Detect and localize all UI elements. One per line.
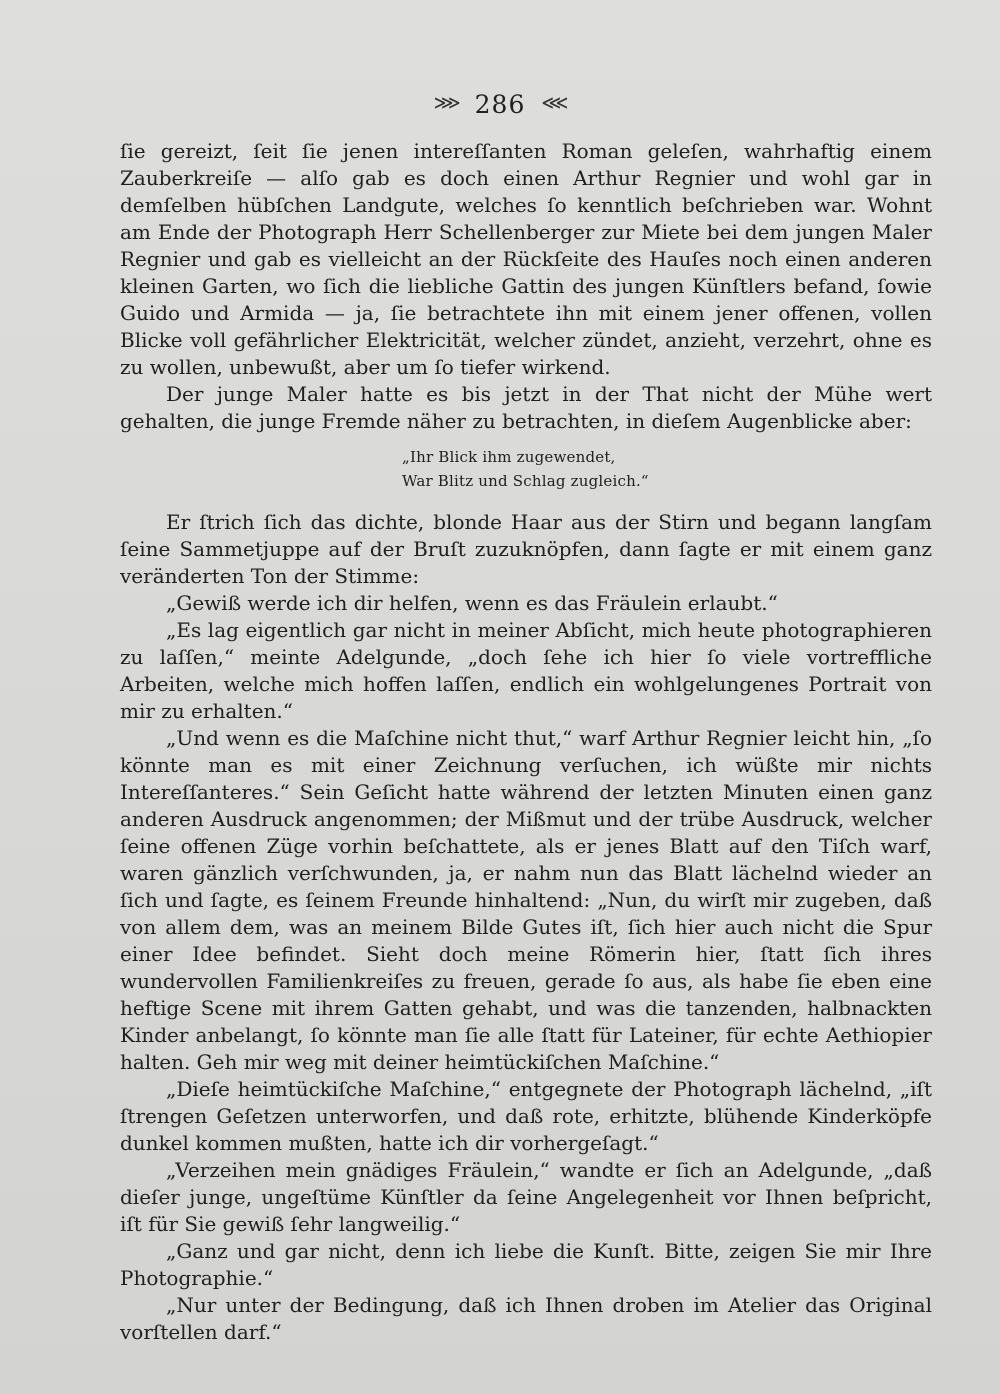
verse-line-1: „Ihr Blick ihm zugewendet, xyxy=(402,448,616,466)
paragraph-2: Der junge Maler hatte es bis jetzt in der That nicht der Mühe wert gehalten, die junge Fremde näher zu betrachten, in dieſem Augenblicke aber: xyxy=(120,382,932,433)
main-text xyxy=(120,138,932,1346)
page-number: 286 xyxy=(474,89,526,119)
paragraph-7: „Dieſe heimtückiſche Maſchine,“ entgegnete der Photograph lächelnd, „iſt ſtrengen Geſetzen unterworfen, und daß rote, erhitzte, blühende Kinderköpfe dunkel kommen mußten, hatte ich dir vorhergeſagt.“ xyxy=(120,1077,932,1155)
paragraph-3: Er ſtrich ſich das dichte, blonde Haar aus der Stirn und begann langſam ſeine Sammetjuppe auf der Bruſt zuzuknöpfen, dann ſagte er mit einem ganz veränderten Ton der Stimme: xyxy=(120,510,932,588)
paragraph-4: „Gewiß werde ich dir helfen, wenn es das Fräulein erlaubt.“ xyxy=(166,591,778,615)
left-ornament-icon: ⋙ xyxy=(433,92,459,114)
page-header xyxy=(0,84,1000,124)
verse-line-2: War Blitz und Schlag zugleich.“ xyxy=(402,472,649,490)
paragraph-8: „Verzeihen mein gnädiges Fräulein,“ wandte er ſich an Adelgunde, „daß dieſer junge, ungeſtüme Künſtler da ſeine Angelegenheit vor Ihnen beſpricht, iſt für Sie gewiß ſehr langweilig.“ xyxy=(120,1158,932,1236)
paragraph-6: „Und wenn es die Maſchine nicht thut,“ warf Arthur Regnier leicht hin, „ſo könnte man es mit einer Zeichnung verſuchen, ich wüßte mir nichts Intereſſanteres.“ Sein Geſicht hatte während der letzten Minuten einen ganz anderen Ausdruck angenommen; der Mißmut und der trübe Ausdruck, welcher ſeine offenen Züge vorhin beſchattete, als er jenes Blatt auf den Tiſch warf, waren gänzlich verſchwunden, ja, er nahm nun das Blatt lächelnd wieder an ſich und ſagte, es ſeinem Freunde hinhaltend: „Nun, du wirſt mir zugeben, daß von allem dem, was an meinem Bilde Gutes iſt, ſich hier auch nicht die Spur einer Idee befindet. Sieht doch meine Römerin hier, ſtatt ſich ihres wundervollen Familienkreiſes zu freuen, gerade ſo aus, als habe ſie eben eine heftige Scene mit ihrem Gatten gehabt, und was die tanzenden, halbnackten Kinder anbelangt, ſo könnte man ſie alle ſtatt für Lateiner, für echte Aethiopier halten. Geh mir weg mit deiner heimtückiſchen Maſchine.“ xyxy=(120,726,932,1074)
right-ornament-icon: ⋘ xyxy=(541,92,567,114)
paragraph-5: „Es lag eigentlich gar nicht in meiner Abſicht, mich heute photographieren zu laſſen,“ meinte Adelgunde, „doch ſehe ich hier ſo viele vortreffliche Arbeiten, welche mich hoffen laſſen, endlich ein wohlgelungenes Portrait von mir zu erhalten.“ xyxy=(120,618,932,723)
paragraph-1: ſie gereizt, ſeit ſie jenen intereſſanten Roman geleſen, wahrhaftig einem Zauberkreiſe — alſo gab es doch einen Arthur Regnier und wohl gar in demſelben hübſchen Landgute, welches ſo kenntlich beſchrieben war. Wohnt am Ende der Photograph Herr Schellenberger zur Miete bei dem jungen Maler Regnier und gab es vielleicht an der Rückſeite des Hauſes noch einen anderen kleinen Garten, wo ſich die liebliche Gattin des jungen Künſtlers befand, ſowie Guido und Armida — ja, ſie betrachtete ihn mit einem jener offenen, vollen Blicke voll gefährlicher Elektricität, welcher zündet, anzieht, verzehrt, ohne es zu wollen, unbewußt, aber um ſo tiefer wirkend. xyxy=(120,139,932,379)
paragraph-10: „Nur unter der Bedingung, daß ich Ihnen droben im Atelier das Original vorſtellen darf.“ xyxy=(120,1293,932,1344)
quoted-verse xyxy=(120,445,932,493)
paragraph-9: „Ganz und gar nicht, denn ich liebe die Kunſt. Bitte, zeigen Sie mir Ihre Photographie.“ xyxy=(120,1239,932,1290)
